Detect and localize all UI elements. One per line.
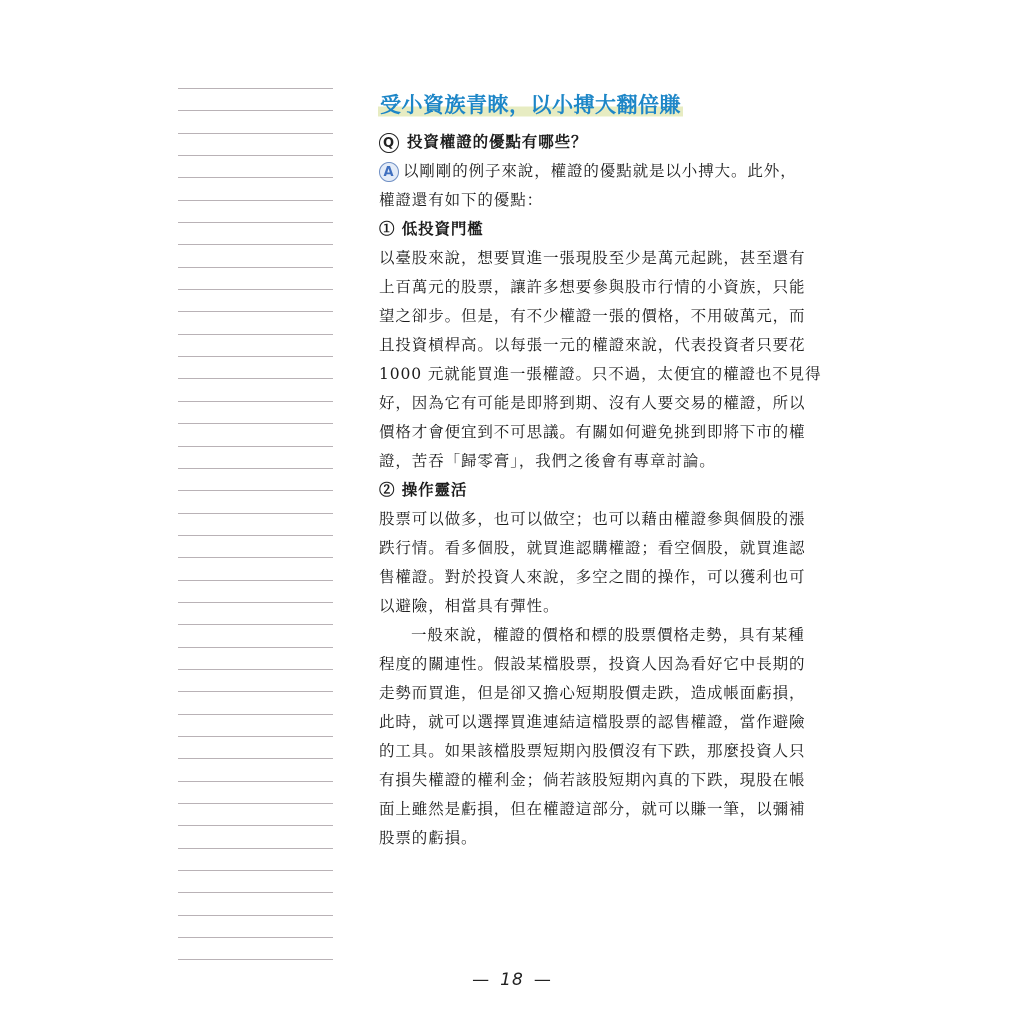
note-line: [178, 155, 333, 156]
note-line: [178, 714, 333, 715]
section-title: ② 操作靈活: [379, 480, 468, 499]
body-line: 1000 元就能買進一張權證。只不過，太便宜的權證也不見得: [379, 365, 822, 383]
note-line: [178, 647, 333, 648]
paragraph-line: 面上雖然是虧損，但在權證這部分，就可以賺一筆，以彌補: [379, 800, 806, 818]
page-number-value: 18: [500, 970, 524, 990]
note-line: [178, 602, 333, 603]
body-line: 以避險，相當具有彈性。: [379, 597, 560, 615]
note-line: [178, 580, 333, 581]
note-line: [178, 177, 333, 178]
body-line: 以臺股來說，想要買進一張現股至少是萬元起跳，甚至還有: [379, 249, 806, 267]
answer-badge-icon: A: [379, 162, 399, 182]
body-line: 股票可以做多，也可以做空；也可以藉由權證參與個股的漲: [379, 510, 806, 528]
paragraph-line: 的工具。如果該檔股票短期內股價沒有下跌，那麼投資人只: [379, 742, 806, 760]
page-number-dash: —: [533, 970, 552, 990]
note-line: [178, 446, 333, 447]
note-line: [178, 669, 333, 670]
paragraph-line: 有損失權證的權利金；倘若該股短期內真的下跌，現股在帳: [379, 771, 806, 789]
question-row: [379, 132, 587, 153]
body-line: 好，因為它有可能是即將到期、沒有人要交易的權證，所以: [379, 394, 806, 412]
note-line: [178, 624, 333, 625]
note-line: [178, 222, 333, 223]
note-line: [178, 468, 333, 469]
note-line: [178, 244, 333, 245]
note-line: [178, 937, 333, 938]
note-line: [178, 535, 333, 536]
paragraph-line: 股票的虧損。: [379, 829, 478, 847]
answer-row: [379, 161, 797, 182]
body-line: 上百萬元的股票，讓許多想要參與股市行情的小資族，只能: [379, 278, 806, 296]
note-line: [178, 915, 333, 916]
note-line: [178, 892, 333, 893]
section-title: ① 低投資門檻: [379, 219, 484, 238]
note-line: [178, 513, 333, 514]
section-heading: 受小資族青睞，以小搏大翻倍賺: [378, 89, 683, 119]
notes-lines: [178, 88, 333, 982]
note-line: [178, 736, 333, 737]
note-line: [178, 356, 333, 357]
question-badge-icon: Q: [379, 133, 399, 153]
note-line: [178, 758, 333, 759]
page-number: [0, 970, 1024, 990]
note-line: [178, 781, 333, 782]
page-number-dash: —: [472, 970, 491, 990]
note-line: [178, 378, 333, 379]
note-line: [178, 490, 333, 491]
body-line: 望之卻步。但是，有不少權證一張的價格，不用破萬元，而: [379, 307, 806, 325]
body-line: 跌行情。看多個股，就買進認購權證；看空個股，就買進認: [379, 539, 806, 557]
note-line: [178, 200, 333, 201]
note-line: [178, 959, 333, 960]
answer-line: 權證還有如下的優點：: [379, 191, 544, 209]
note-line: [178, 267, 333, 268]
note-line: [178, 289, 333, 290]
paragraph-line: 程度的關連性。假設某檔股票，投資人因為看好它中長期的: [379, 655, 806, 673]
body-line: 售權證。對於投資人來說，多空之間的操作，可以獲利也可: [379, 568, 806, 586]
answer-line: 以剛剛的例子來說，權證的優點就是以小搏大。此外，: [403, 162, 797, 180]
note-line: [178, 401, 333, 402]
note-line: [178, 691, 333, 692]
body-line: 證，苦吞「歸零膏」，我們之後會有專章討論。: [379, 452, 716, 470]
question-text: 投資權證的優點有哪些？: [407, 132, 588, 151]
note-line: [178, 311, 333, 312]
body-line: 價格才會便宜到不可思議。有關如何避免挑到即將下市的權: [379, 423, 806, 441]
note-line: [178, 803, 333, 804]
note-line: [178, 334, 333, 335]
note-line: [178, 848, 333, 849]
paragraph-line: 此時，就可以選擇買進連結這檔股票的認售權證，當作避險: [379, 713, 806, 731]
note-line: [178, 423, 333, 424]
note-line: [178, 133, 333, 134]
note-line: [178, 557, 333, 558]
note-line: [178, 870, 333, 871]
note-line: [178, 88, 333, 89]
paragraph-line: 走勢而買進，但是卻又擔心短期股價走跌，造成帳面虧損，: [379, 684, 806, 702]
note-line: [178, 825, 333, 826]
note-line: [178, 110, 333, 111]
paragraph-line: 一般來說，權證的價格和標的股票價格走勢，具有某種: [411, 626, 805, 644]
body-line: 且投資槓桿高。以每張一元的權證來說，代表投資者只要花: [379, 336, 806, 354]
